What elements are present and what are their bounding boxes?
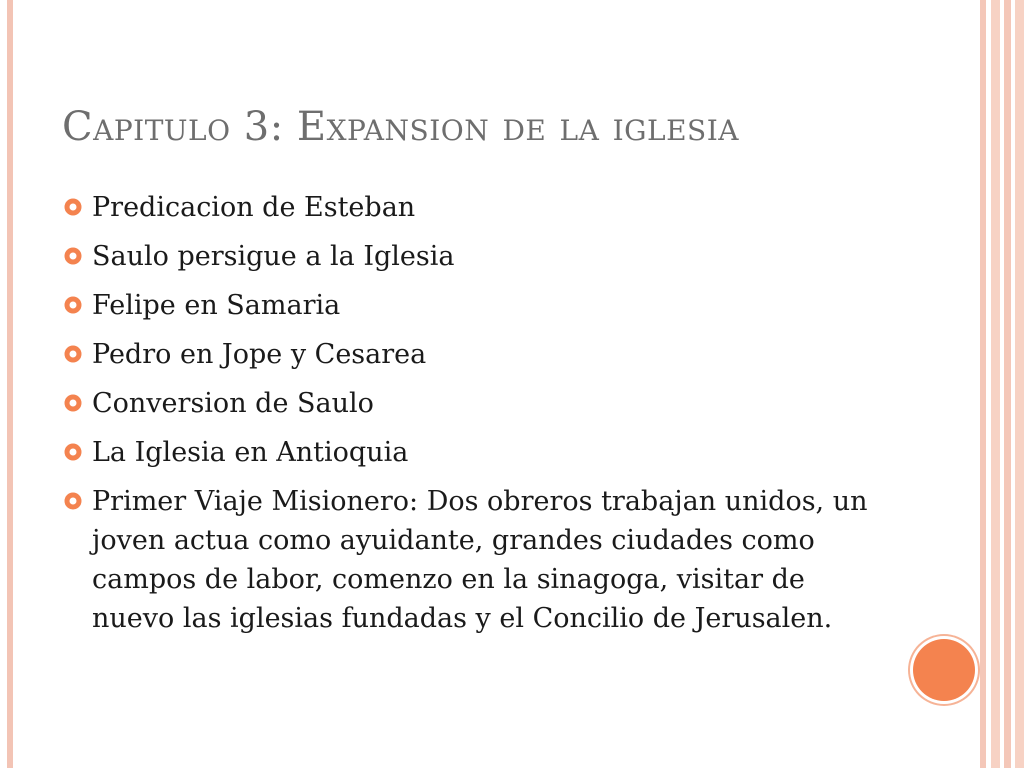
bullet-ring-icon <box>64 345 82 363</box>
bullet-list <box>64 188 884 648</box>
bullet-text: Felipe en Samaria <box>92 290 341 321</box>
right-decorative-stripes <box>980 0 1024 768</box>
bullet-ring-icon <box>64 198 82 216</box>
bullet-ring-icon <box>64 492 82 510</box>
bullet-item <box>64 482 884 638</box>
bullet-text: Conversion de Saulo <box>92 388 374 419</box>
bullet-item <box>64 286 884 325</box>
bullet-item <box>64 188 884 227</box>
bullet-item <box>64 237 884 276</box>
bullet-ring-icon <box>64 296 82 314</box>
bullet-item <box>64 335 884 374</box>
stripe <box>1004 0 1011 768</box>
bullet-text: Primer Viaje Misionero: Dos obreros trabajan unidos, un joven actua como ayuidante, grandes ciudades como campos de labor, comenzo en la sinagoga, visitar de nuevo las iglesias fundadas y el Concilio de Jerusalen. <box>92 486 868 634</box>
bullet-ring-icon <box>64 443 82 461</box>
bullet-item <box>64 433 884 472</box>
bullet-ring-icon <box>64 394 82 412</box>
stripe <box>991 0 1000 768</box>
stripe <box>980 0 986 768</box>
bullet-ring-icon <box>64 247 82 265</box>
bullet-text: Predicacion de Esteban <box>92 192 416 223</box>
bullet-text: Pedro en Jope y Cesarea <box>92 339 427 370</box>
bullet-item <box>64 384 884 423</box>
stripe <box>1015 0 1024 768</box>
orange-circle-decoration <box>913 639 975 701</box>
left-decorative-bar <box>7 0 13 768</box>
bullet-text: Saulo persigue a la Iglesia <box>92 241 455 272</box>
bullet-text: La Iglesia en Antioquia <box>92 437 409 468</box>
slide-title: Capitulo 3: Expansion de la iglesia <box>62 104 739 150</box>
